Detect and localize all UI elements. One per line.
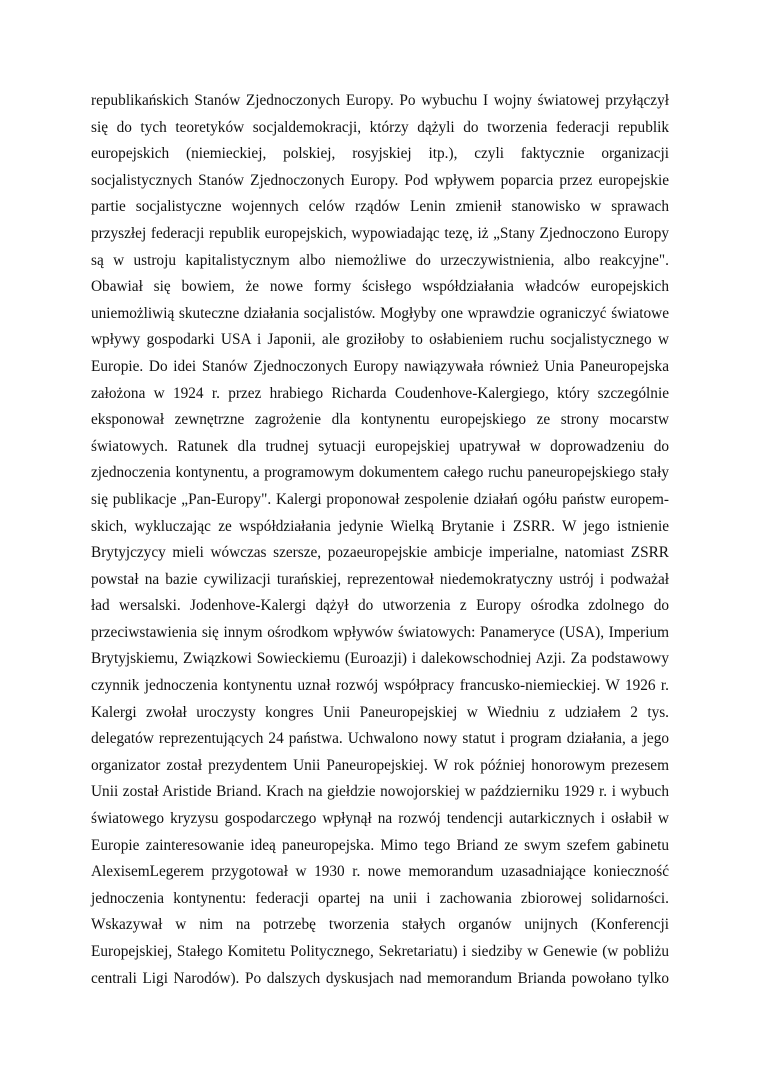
text-line: eksponował zewnętrzne zagrożenie dla kontynentu europejskiego ze strony mocarstw (91, 411, 669, 429)
text-line: europejskich (niemieckiej, polskiej, rosyjskiej itp.), czyli faktycznie organizacji (91, 145, 669, 163)
text-line: powstał na bazie cywilizacji turańskiej, reprezentował niedemokratyczny ustrój i podważał (91, 570, 669, 588)
text-line: się do tych teoretyków socjaldemokracji, którzy dążyli do tworzenia federacji republik (91, 118, 669, 136)
text-line: jednoczenia kontynentu: federacji opartej na unii i zachowania zbiorowej solidarności. (91, 889, 669, 907)
text-line: organizator został prezydentem Unii Paneuropejskiej. W rok później honorowym prezesem (91, 756, 669, 774)
text-line: Unii został Aristide Briand. Krach na giełdzie nowojorskiej w październiku 1929 r. i wybuch (91, 783, 669, 801)
text-line: wpływy gospodarki USA i Japonii, ale groziłoby to osłabieniem ruchu socjalistycznego w (91, 331, 669, 349)
text-line: są w ustroju kapitalistycznym albo niemożliwe do urzeczywistnienia, albo reakcyjne". (91, 251, 669, 269)
text-line: się publikacje „Pan-Europy". Kalergi proponował zespolenie działań ogółu państw europem- (91, 490, 669, 508)
text-line: delegatów reprezentujących 24 państwa. Uchwalono nowy statut i program działania, a jego (91, 730, 669, 748)
text-line: czynnik jednoczenia kontynentu uznał rozwój współpracy francusko-niemieckiej. W 1926 r. (91, 677, 669, 695)
text-line: partie socjalistyczne wojennych celów rządów Lenin zmienił stanowisko w sprawach (91, 198, 669, 216)
text-line: światowych. Ratunek dla trudnej sytuacji europejskiej upatrywał w doprowadzeniu do (91, 437, 669, 455)
text-line: skich, wykluczając ze współdziałania jedynie Wielką Brytanie i ZSRR. W jego istnienie (91, 517, 669, 535)
text-line: uniemożliwią skuteczne działania socjalistów. Mogłyby one wprawdzie ograniczyć światowe (91, 304, 669, 322)
text-line: republikańskich Stanów Zjednoczonych Europy. Po wybuchu I wojny światowej przyłączył (91, 92, 669, 109)
text-line: przyszłej federacji republik europejskich, wypowiadając tezę, iż „Stany Zjednoczono Europy (91, 224, 669, 242)
text-line: światowego kryzysu gospodarczego wpłynął na rozwój tendencji autarkicznych i osłabił w (91, 810, 669, 828)
text-line: założona w 1924 r. przez hrabiego Richarda Coudenhove-Kalergiego, który szczególnie (91, 384, 669, 402)
text-line: Brytyjskiemu, Związkowi Sowieckiemu (Euroazji) i dalekowschodniej Azji. Za podstawowy (91, 650, 669, 668)
text-line: Europie. Do idei Stanów Zjednoczonych Europy nawiązywała również Unia Paneuropejska (91, 357, 669, 375)
text-line: Brytyjczycy mieli wówczas szersze, pozaeuropejskie ambicje imperialne, natomiast ZSRR (91, 544, 669, 562)
text-line: Obawiał się bowiem, że nowe formy ścisłego współdziałania władców europejskich (91, 278, 669, 296)
text-line: Kalergi zwołał uroczysty kongres Unii Paneuropejskiej w Wiedniu z udziałem 2 tys. (91, 703, 669, 721)
text-line: ład wersalski. Jodenhove-Kalergi dążył do utworzenia z Europy ośrodka zdolnego do (91, 597, 669, 615)
text-line: Wskazywał w nim na potrzebę tworzenia stałych organów unijnych (Konferencji (91, 916, 669, 934)
text-line: Europie zainteresowanie ideą paneuropejska. Mimo tego Briand ze swym szefem gabinetu (91, 836, 669, 854)
text-line: socjalistycznych Stanów Zjednoczonych Europy. Pod wpływem poparcia przez europejskie (91, 171, 669, 189)
text-line: Europejskiej, Stałego Komitetu Politycznego, Sekretariatu) i siedziby w Genewie (w pobliżu (91, 943, 669, 960)
text-line: centrali Ligi Narodów). Po dalszych dyskusjach nad memorandum Brianda powołano tylko (91, 969, 669, 987)
text-line: AlexisemLegerem przygotował w 1930 r. nowe memorandum uzasadniające konieczność (91, 863, 669, 881)
body-text (91, 88, 669, 992)
text-line: przeciwstawienia się innym ośrodkom wpływów światowych: Panameryce (USA), Imperium (91, 623, 669, 641)
text-line: zjednoczenia kontynentu, a programowym dokumentem całego ruchu paneuropejskiego stały (91, 464, 669, 482)
